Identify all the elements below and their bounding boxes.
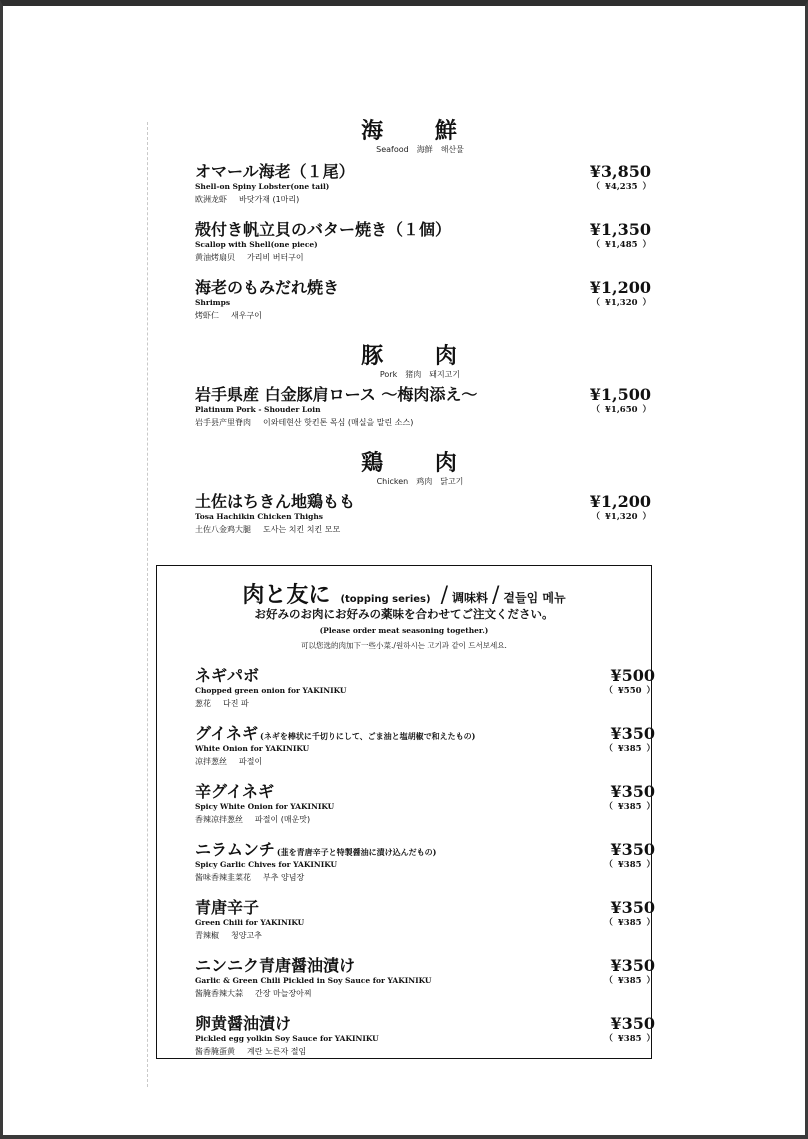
- item-name-cn-ko: [195, 311, 262, 321]
- item-name-cn-ko: [195, 1047, 306, 1057]
- item-name-jp-text: グイネギ: [195, 724, 259, 743]
- dashed-guide-line: [147, 122, 148, 1087]
- item-name-jp: 土佐はちきん地鶏もも: [195, 492, 356, 511]
- item-name-cn-ko: [195, 989, 312, 999]
- menu-item-scallop: [195, 220, 651, 272]
- chicken-subtitle: Chicken 鸡肉 닭고기: [376, 477, 464, 486]
- menu-item-shrimp: [195, 278, 651, 330]
- item-name-cn: 酱香腌蛋黄: [195, 1047, 235, 1056]
- topping-title-series: (topping series): [340, 594, 431, 605]
- topping-title-cn: 调味料: [451, 591, 488, 605]
- seafood-title: 海 鮮: [361, 118, 479, 144]
- topping-instruction-jp: お好みのお肉にお好みの薬味を合わせてご注文ください。: [254, 607, 554, 621]
- item-name-en: Green Chili for YAKINIKU: [195, 918, 305, 927]
- item-name-cn: 岩手县产里脊肉: [195, 418, 251, 427]
- item-name-jp-text: ニンニク青唐醤油漬け: [195, 956, 356, 975]
- item-name-jp: [195, 782, 276, 804]
- item-price: ¥350: [610, 1014, 655, 1033]
- item-price-tax: （ ¥550 ）: [604, 686, 655, 696]
- item-name-cn-ko: [195, 815, 310, 825]
- topping-instruction-en: (Please order meat seasoning together.): [319, 626, 489, 635]
- item-name-cn: 烤虾仁: [195, 311, 219, 320]
- item-name-ko: 가리비 버터구이: [247, 253, 304, 262]
- item-price: ¥350: [610, 956, 655, 975]
- item-name-jp: [195, 898, 261, 920]
- item-price-tax: （ ¥385 ）: [604, 802, 655, 812]
- item-note: (ネギを棒状に千切りにして、ごま油と塩胡椒で和えたもの): [260, 731, 476, 741]
- menu-item-pork-loin: [195, 385, 651, 437]
- item-name-cn-ko: [195, 253, 304, 263]
- item-name-en: White Onion for YAKINIKU: [195, 744, 310, 753]
- item-price: ¥1,200: [589, 492, 651, 511]
- item-name-jp: 海老のもみだれ焼き: [195, 278, 340, 297]
- item-name-ko: 간장 마늘장아찌: [255, 989, 312, 998]
- item-price: ¥3,850: [589, 162, 651, 181]
- item-name-cn: 酱味香辣韭菜花: [195, 873, 251, 882]
- item-name-cn-ko: [195, 931, 262, 941]
- item-name-ko: 이와테현산 핫킨톤 목심 (매실을 말린 소스): [263, 418, 414, 427]
- item-name-cn: 黄油烤扇贝: [195, 253, 235, 262]
- item-name-jp: [195, 956, 357, 978]
- item-name-cn: 葱花: [195, 699, 211, 708]
- item-name-jp-text: ニラムンチ: [195, 840, 275, 859]
- item-name-jp-text: 青唐辛子: [195, 898, 260, 917]
- item-price-tax: （ ¥1,320 ）: [591, 512, 651, 522]
- chicken-title: 鶏 肉: [361, 450, 479, 476]
- item-name-jp: 殻付き帆立貝のバター焼き（１個）: [195, 220, 452, 239]
- item-name-ko: 파절이 (매운맛): [255, 815, 311, 824]
- item-price: ¥350: [610, 724, 655, 743]
- item-name-cn: 香辣凉拌葱丝: [195, 815, 243, 824]
- item-price-tax: （ ¥385 ）: [604, 744, 655, 754]
- topping-title-ko: 곁들임 메뉴: [503, 591, 566, 605]
- item-name-cn: 土佐八金鸡大腿: [195, 525, 251, 534]
- item-name-en: Spicy Garlic Chives for YAKINIKU: [195, 860, 338, 869]
- item-name-cn-ko: [195, 699, 249, 709]
- item-name-en: Tosa Hachikin Chicken Thighs: [195, 512, 324, 521]
- item-price: ¥350: [610, 782, 655, 801]
- item-name-jp: [195, 840, 436, 862]
- item-price-tax: （ ¥385 ）: [604, 976, 655, 986]
- item-price: ¥350: [610, 840, 655, 859]
- item-name-cn: 青辣椒: [195, 931, 219, 940]
- item-name-cn-ko: [195, 873, 304, 883]
- item-name-jp: [195, 1014, 293, 1036]
- topping-instruction-cn-ko: 可以您选的肉加下一些小菜./원하시는 고기과 같이 드서보세요.: [301, 641, 507, 650]
- item-price: ¥1,200: [589, 278, 651, 297]
- item-name-cn: 凉拌葱丝: [195, 757, 227, 766]
- item-name-ko: 도사는 치킨 치킨 모모: [263, 525, 341, 534]
- menu-item-negi-pabo: [195, 666, 655, 718]
- item-price-tax: （ ¥1,650 ）: [591, 405, 651, 415]
- topping-title-jp: 肉と友に: [242, 582, 331, 608]
- item-price-tax: （ ¥4,235 ）: [591, 182, 651, 192]
- item-name-cn: 欧洲龙虾: [195, 195, 227, 204]
- pork-title: 豚 肉: [361, 343, 479, 369]
- item-price-tax: （ ¥1,485 ）: [591, 240, 651, 250]
- item-price: ¥1,350: [589, 220, 651, 239]
- item-name-en: Shell-on Spiny Lobster(one tail): [195, 182, 330, 191]
- item-price-tax: （ ¥385 ）: [604, 1034, 655, 1044]
- menu-item-green-chili: [195, 898, 655, 950]
- topping-series-box: [156, 565, 655, 1059]
- seafood-heading: [0, 118, 808, 155]
- item-name-ko: 계란 노른자 절임: [247, 1047, 307, 1056]
- item-name-en: Pickled egg yolkin Soy Sauce for YAKINIKU: [195, 1034, 379, 1043]
- menu-item-lobster: [195, 162, 651, 214]
- title-divider: /: [492, 583, 500, 608]
- item-price: ¥1,500: [589, 385, 651, 404]
- topping-title: [157, 578, 651, 609]
- item-name-en: Platinum Pork - Shouder Loin: [195, 405, 321, 414]
- item-name-ko: 새우구이: [231, 311, 262, 320]
- item-name-en: Shrimps: [195, 298, 231, 307]
- item-name-en: Chopped green onion for YAKINIKU: [195, 686, 347, 695]
- item-name-cn-ko: [195, 195, 299, 205]
- item-price: ¥500: [610, 666, 655, 685]
- item-name-ko: 파절이: [239, 757, 263, 766]
- item-name-cn-ko: [195, 757, 262, 767]
- chicken-heading: [0, 450, 808, 487]
- pork-heading: [0, 343, 808, 380]
- item-price-tax: （ ¥385 ）: [604, 918, 655, 928]
- item-name-en: Scallop with Shell(one piece): [195, 240, 318, 249]
- item-price: ¥350: [610, 898, 655, 917]
- menu-item-egg-yolk: [195, 1014, 655, 1066]
- item-name-cn: 酱腌香辣大蒜: [195, 989, 243, 998]
- item-name-cn-ko: [195, 418, 413, 428]
- item-name-jp: 岩手県産 白金豚肩ロース ～梅肉添え～: [195, 385, 478, 404]
- title-divider: /: [440, 583, 448, 608]
- item-name-jp: オマール海老（１尾）: [195, 162, 355, 181]
- item-name-ko: 다진 파: [223, 699, 249, 708]
- item-name-jp-text: 辛グイネギ: [195, 782, 275, 801]
- item-name-cn-ko: [195, 525, 340, 535]
- pork-subtitle: Pork 猪肉 돼지고기: [379, 370, 461, 379]
- item-price-tax: （ ¥385 ）: [604, 860, 655, 870]
- item-name-en: Garlic & Green Chili Pickled in Soy Sauce for YAKINIKU: [195, 976, 432, 985]
- item-name-ko: 청양고추: [231, 931, 262, 940]
- item-name-jp-text: 卵黄醤油漬け: [195, 1014, 292, 1033]
- item-name-ko: 부추 양념장: [263, 873, 305, 882]
- seafood-subtitle: Seafood 海鮮 해산물: [376, 145, 464, 154]
- menu-item-spicy-gui-negi: [195, 782, 655, 834]
- item-name-jp: [195, 724, 475, 746]
- item-price-tax: （ ¥1,320 ）: [591, 298, 651, 308]
- item-name-ko: 바닷가재 (1마리): [239, 195, 300, 204]
- menu-item-chicken-thigh: [195, 492, 651, 544]
- menu-item-nira-munchi: [195, 840, 655, 892]
- menu-item-gui-negi: [195, 724, 655, 776]
- item-name-jp: [195, 666, 261, 688]
- item-name-en: Spicy White Onion for YAKINIKU: [195, 802, 335, 811]
- item-note: (韮を青唐辛子と特製醤油に漬け込んだもの): [276, 847, 437, 857]
- menu-item-garlic-pickle: [195, 956, 655, 1008]
- item-name-jp-text: ネギパボ: [195, 666, 260, 685]
